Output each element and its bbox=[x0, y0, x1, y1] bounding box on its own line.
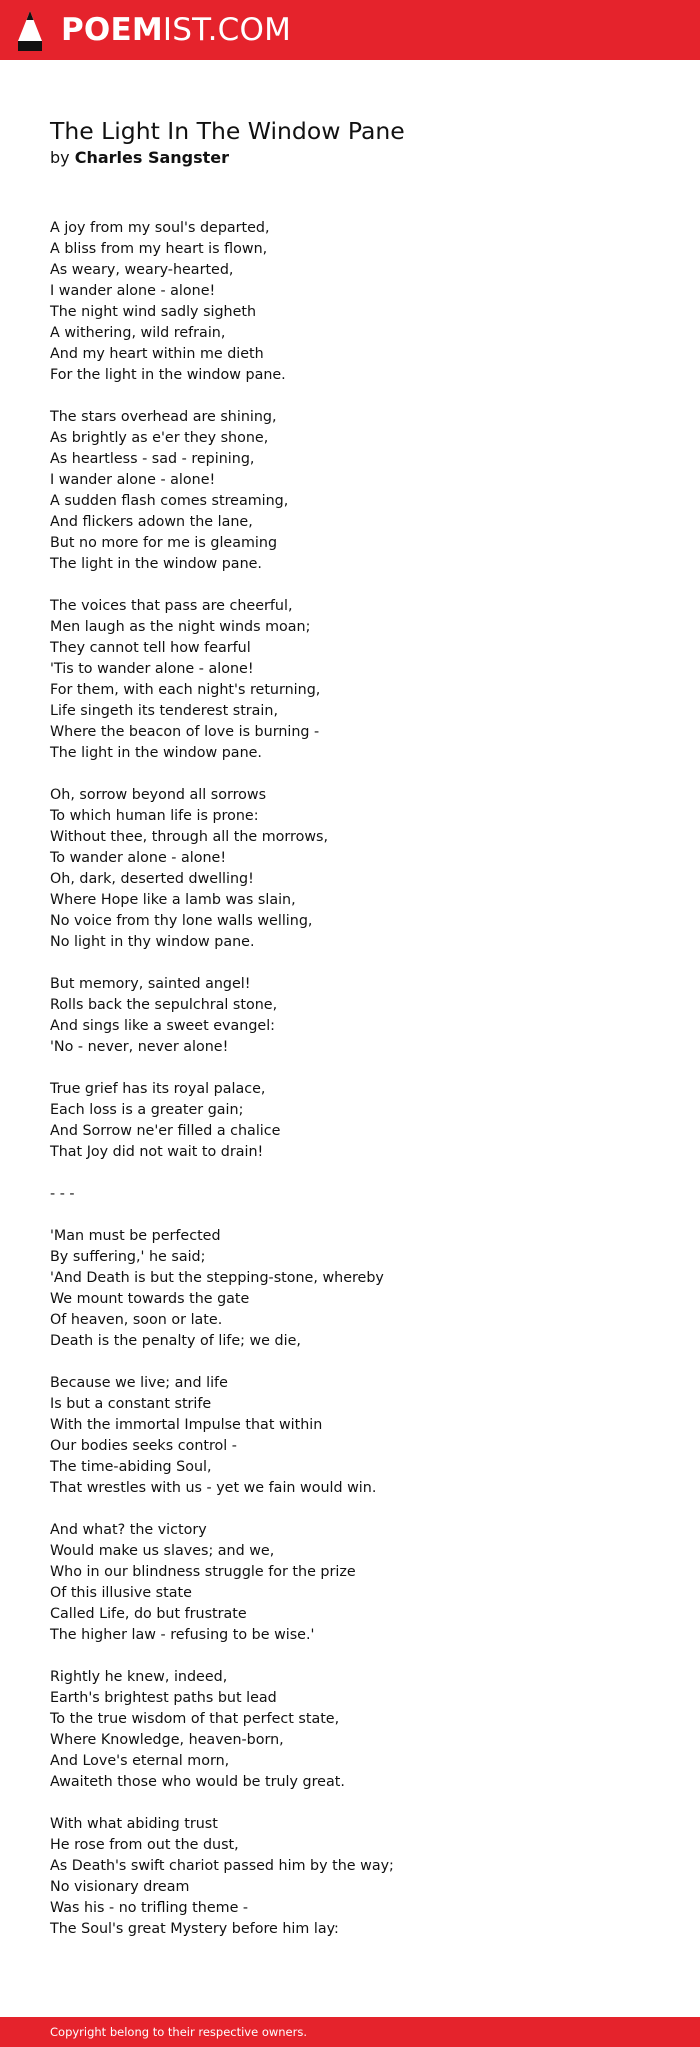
poem-line: 'Man must be perfected bbox=[50, 1228, 221, 1244]
poem-line: Awaiteth those who would be truly great. bbox=[50, 1774, 345, 1790]
poem-line: 'And Death is but the stepping-stone, whereby bbox=[50, 1270, 384, 1286]
poem-stanza bbox=[50, 1667, 670, 1793]
poem-line: Oh, sorrow beyond all sorrows bbox=[50, 787, 267, 803]
poem-line: As weary, weary-hearted, bbox=[50, 262, 234, 278]
poem-line: A sudden flash comes streaming, bbox=[50, 493, 289, 509]
poem-line: The higher law - refusing to be wise.' bbox=[50, 1627, 315, 1643]
poem-line: And sings like a sweet evangel: bbox=[50, 1018, 275, 1034]
poem-stanza bbox=[50, 1814, 670, 1940]
poem-stanza bbox=[50, 596, 670, 764]
poem-stanza bbox=[50, 1226, 670, 1352]
poem-line: Our bodies seeks control - bbox=[50, 1438, 237, 1454]
poem-line: As heartless - sad - repining, bbox=[50, 451, 255, 467]
poem-line: That Joy did not wait to drain! bbox=[50, 1144, 264, 1160]
poem-line: Oh, dark, deserted dwelling! bbox=[50, 871, 254, 887]
poem-stanza bbox=[50, 407, 670, 575]
poem-stanza bbox=[50, 1184, 670, 1205]
poem-line: Each loss is a greater gain; bbox=[50, 1102, 244, 1118]
poem-line: No visionary dream bbox=[50, 1879, 190, 1895]
poem-line: Of heaven, soon or late. bbox=[50, 1312, 223, 1328]
poem-line: Without thee, through all the morrows, bbox=[50, 829, 329, 845]
poem-line: Because we live; and life bbox=[50, 1375, 228, 1391]
poem-line: By suffering,' he said; bbox=[50, 1249, 206, 1265]
poem-line: Would make us slaves; and we, bbox=[50, 1543, 275, 1559]
poem-stanza bbox=[50, 974, 670, 1058]
poem-line: Where Hope like a lamb was slain, bbox=[50, 892, 296, 908]
poem-byline bbox=[50, 146, 229, 170]
poem-line: Where Knowledge, heaven-born, bbox=[50, 1732, 284, 1748]
poem-line: For them, with each night's returning, bbox=[50, 682, 321, 698]
site-header bbox=[0, 0, 700, 60]
by-label: by bbox=[50, 148, 70, 167]
copyright-notice: Copyright belong to their respective owners. bbox=[50, 2025, 308, 2039]
poem-line: With what abiding trust bbox=[50, 1816, 218, 1832]
poem-body bbox=[50, 218, 670, 1961]
poem-line: And my heart within me dieth bbox=[50, 346, 264, 362]
logo-light-text: IST.COM bbox=[162, 12, 292, 48]
poem-line: And flickers adown the lane, bbox=[50, 514, 253, 530]
poem-title: The Light In The Window Pane bbox=[50, 117, 405, 145]
poem-line: The light in the window pane. bbox=[50, 745, 262, 761]
poem-author: Charles Sangster bbox=[74, 148, 230, 167]
poem-line: The stars overhead are shining, bbox=[50, 409, 277, 425]
poem-line: They cannot tell how fearful bbox=[50, 640, 251, 656]
poem-line: And what? the victory bbox=[50, 1522, 207, 1538]
poem-stanza bbox=[50, 218, 670, 386]
poem-line: Rolls back the sepulchral stone, bbox=[50, 997, 278, 1013]
poem-line: I wander alone - alone! bbox=[50, 283, 216, 299]
poem-line: Who in our blindness struggle for the prize bbox=[50, 1564, 356, 1580]
poem-line: True grief has its royal palace, bbox=[50, 1081, 266, 1097]
poem-line: With the immortal Impulse that within bbox=[50, 1417, 323, 1433]
poem-line: Is but a constant strife bbox=[50, 1396, 212, 1412]
site-footer bbox=[0, 2017, 700, 2047]
poem-line: Men laugh as the night winds moan; bbox=[50, 619, 311, 635]
poem-line: The voices that pass are cheerful, bbox=[50, 598, 293, 614]
poem-line: Rightly he knew, indeed, bbox=[50, 1669, 228, 1685]
poem-line: For the light in the window pane. bbox=[50, 367, 286, 383]
poem-line: Earth's brightest paths but lead bbox=[50, 1690, 277, 1706]
poem-line: But memory, sainted angel! bbox=[50, 976, 251, 992]
poem-line: We mount towards the gate bbox=[50, 1291, 250, 1307]
poem-stanza bbox=[50, 1520, 670, 1646]
poem-stanza bbox=[50, 1079, 670, 1163]
poem-line: To wander alone - alone! bbox=[50, 850, 227, 866]
poem-line: The time-abiding Soul, bbox=[50, 1459, 212, 1475]
poem-line: But no more for me is gleaming bbox=[50, 535, 278, 551]
poem-line: And Love's eternal morn, bbox=[50, 1753, 230, 1769]
poem-line: To the true wisdom of that perfect state, bbox=[50, 1711, 340, 1727]
poem-line: No voice from thy lone walls welling, bbox=[50, 913, 313, 929]
logo-bold-text: POEM bbox=[61, 12, 163, 48]
poem-line: Where the beacon of love is burning - bbox=[50, 724, 320, 740]
poem-line: Life singeth its tenderest strain, bbox=[50, 703, 279, 719]
poem-line: Called Life, do but frustrate bbox=[50, 1606, 247, 1622]
poem-line: As Death's swift chariot passed him by the way; bbox=[50, 1858, 394, 1874]
poem-line: He rose from out the dust, bbox=[50, 1837, 239, 1853]
poem-line: Death is the penalty of life; we die, bbox=[50, 1333, 301, 1349]
poem-stanza bbox=[50, 1373, 670, 1499]
poem-line: To which human life is prone: bbox=[50, 808, 259, 824]
poem-stanza bbox=[50, 785, 670, 953]
poem-line: Was his - no trifling theme - bbox=[50, 1900, 249, 1916]
poem-line: The night wind sadly sigheth bbox=[50, 304, 257, 320]
poem-line: Of this illusive state bbox=[50, 1585, 192, 1601]
poem-line: A joy from my soul's departed, bbox=[50, 220, 270, 236]
poem-line: I wander alone - alone! bbox=[50, 472, 216, 488]
pencil-tip-icon[interactable] bbox=[17, 10, 43, 52]
poem-line: As brightly as e'er they shone, bbox=[50, 430, 269, 446]
poem-line: - - - bbox=[50, 1186, 75, 1202]
poem-line: A bliss from my heart is flown, bbox=[50, 241, 268, 257]
poem-line: The light in the window pane. bbox=[50, 556, 262, 572]
poem-line: The Soul's great Mystery before him lay: bbox=[50, 1921, 339, 1937]
poem-line: 'No - never, never alone! bbox=[50, 1039, 229, 1055]
poem-line: A withering, wild refrain, bbox=[50, 325, 226, 341]
poem-line: And Sorrow ne'er filled a chalice bbox=[50, 1123, 281, 1139]
poem-line: That wrestles with us - yet we fain would win. bbox=[50, 1480, 377, 1496]
poem-line: 'Tis to wander alone - alone! bbox=[50, 661, 254, 677]
poem-line: No light in thy window pane. bbox=[50, 934, 255, 950]
site-logo[interactable] bbox=[61, 10, 291, 50]
